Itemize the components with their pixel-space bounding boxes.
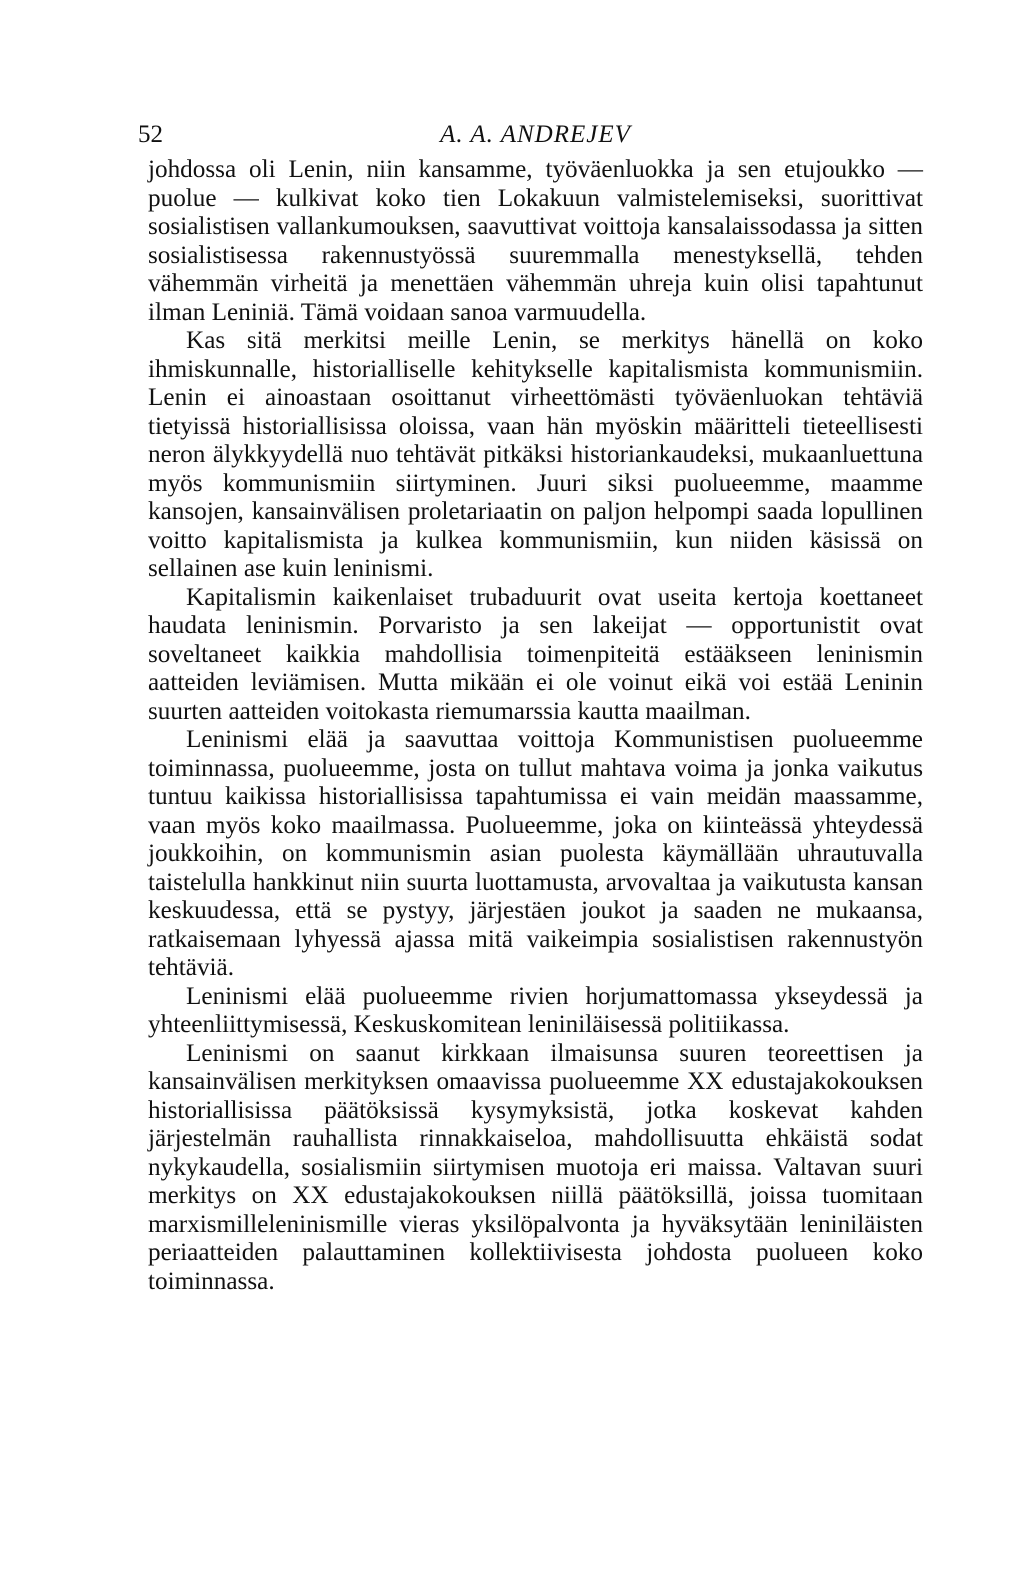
running-head — [138, 118, 923, 152]
page-number: 52 — [138, 121, 163, 148]
paragraph-5: Leninismi elää puolueemme rivien horjumattomassa ykseydessä ja yhteenliittymisessä, Keskuskomitean leniniläisessä politiikassa. — [148, 982, 923, 1038]
paragraph-6: Leninismi on saanut kirkkaan ilmaisunsa suuren teoreettisen ja kansainvälisen merkityksen omaavissa puolueemme XX edustajakokouksen historiallisissa päätöksissä kysymyksistä, jotka koskevat kahden järjestelmän rauhallista rinnakkaiseloa, mahdollisuutta ehkäistä sodat nykykaudella, sosialismiin siirtymisen muotoja eri maissa. Valtavan suuri merkitys on XX edustajakokouksen niillä päätöksillä, joissa tuomitaan marxismilleleninismille vieras yksilöpalvonta ja hyväksytään leniniläisten periaatteiden palauttaminen kollektiivisesta johdosta puolueen koko toiminnassa. — [148, 1039, 923, 1295]
book-page — [138, 118, 923, 1296]
paragraph-3: Kapitalismin kaikenlaiset trubaduurit ovat useita kertoja koettaneet haudata leninismin. Porvaristo ja sen lakeijat — opportunistit ovat soveltaneet kaikkia mahdollisia toimenpiteitä estääkseen leninismin aatteiden leviämisen. Mutta mikään ei ole voinut eikä voi estää Leninin suurten aatteiden voitokasta riemumarssia kautta maailman. — [148, 583, 923, 725]
running-title: A. A. ANDREJEV — [440, 121, 631, 148]
paragraph-2: Kas sitä merkitsi meille Lenin, se merkitys hänellä on koko ihmiskunnalle, historialliselle kehitykselle kapitalismista kommunismiin. Lenin ei ainoastaan osoittanut virheettömästi työväenluokan tehtäviä tietyissä historiallisissa oloissa, vaan hän myöskin määritteli tieteellisesti neron älykkyydellä nuo tehtävät pitkäksi historiankaudeksi, mukaanluettuna myös kommunismiin siirtyminen. Juuri siksi puolueemme, maamme kansojen, kansainvälisen proletariaatin on paljon helpompi saada lopullinen voitto kapitalismista ja kulkea kommunismiin, kun niiden käsissä on sellainen ase kuin leninismi. — [148, 327, 923, 582]
paragraph-1: johdossa oli Lenin, niin kansamme, työväenluokka ja sen etujoukko — puolue — kulkivat koko tien Lokakuun valmistelemiseksi, suorittivat sosialistisen vallankumouksen, saavuttivat voittoja kansalaissodassa ja sitten sosialistisessa rakennustyössä suuremmalla menestyksellä, tehden vähemmän virheitä ja menettäen vähemmän uhreja kuin olisi tapahtunut ilman Leniniä. Tämä voidaan sanoa varmuudella. — [148, 156, 923, 326]
paragraph-4: Leninismi elää ja saavuttaa voittoja Kommunistisen puolueemme toiminnassa, puolueemme, josta on tullut mahtava voima ja jonka vaikutus tuntuu kaikissa historiallisissa tapahtumissa ei vain meidän maassamme, vaan myös koko maailmassa. Puolueemme, joka on kiinteässä yhteydessä joukkoihin, on kommunismin asian puolesta käymällään uhrautuvalla taistelulla hankkinut niin suurta luottamusta, arvovaltaa ja vaikutusta kansan keskuudessa, että se pystyy, järjestäen joukot ja saaden ne mukaansa, ratkaisemaan lyhyessä ajassa mitä vaikeimpia sosialistisen rakennustyön tehtäviä. — [148, 726, 923, 981]
body-text — [148, 156, 923, 1296]
